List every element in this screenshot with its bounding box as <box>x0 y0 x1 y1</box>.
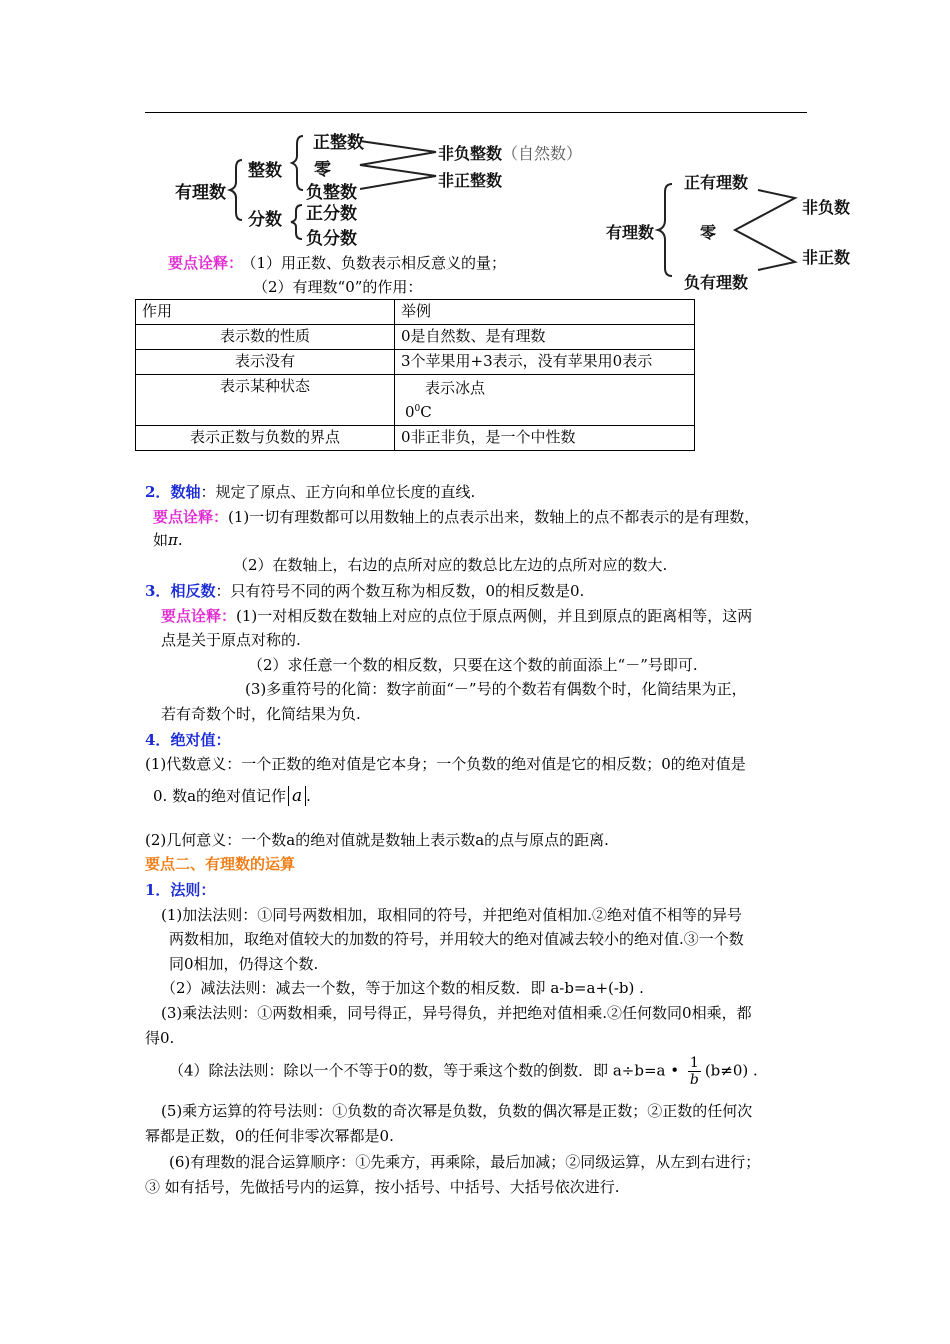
pos-frac-label: 正分数 <box>306 204 357 224</box>
abs-value-notation: a <box>288 786 306 806</box>
table-header-row <box>136 300 695 325</box>
right-neg-label: 负有理数 <box>684 273 749 292</box>
s2-definition: ：规定了原点、正方向和单位长度的直线. <box>200 483 476 501</box>
table-header-cell: 举例 <box>395 300 695 325</box>
s3-point-1a: (1)一对相反数在数轴上对应的点位于原点两侧，并且到原点的距离相等，这两 <box>236 607 753 625</box>
addition-rule-3: 同0相加，仍得这个数. <box>169 955 319 973</box>
non-pos-int-label: 非正整数 <box>438 171 503 190</box>
table-cell: 0非正非负，是一个中性数 <box>395 426 695 451</box>
kp-label-1: 要点诠释： <box>168 254 244 272</box>
s3-point-1b: 点是关于原点对称的. <box>161 631 301 649</box>
integers-label: 整数 <box>248 161 282 181</box>
right-zigzag-connector <box>735 190 795 270</box>
addition-rule-1: (1)加法法则：①同号两数相加，取相同的符号，并把绝对值相加.②绝对值不相等的异号 <box>161 906 743 924</box>
right-root-label: 有理数 <box>606 223 655 242</box>
pos-int-label: 正整数 <box>313 133 364 153</box>
table-cell: 表示没有 <box>136 350 395 375</box>
s4-point-1b: 0. 数a的绝对值记作 <box>153 787 287 805</box>
left-root-label: 有理数 <box>175 183 226 203</box>
table-header-cell: 作用 <box>136 300 395 325</box>
multiplication-rule-1: (3)乘法法则：①两数相乘，同号得正，异号得负，并把绝对值相乘.②任何数同0相乘，都 <box>161 1004 752 1022</box>
table-cell: 表示数的性质 <box>136 325 395 350</box>
s4-point-2: (2)几何意义：一个数a的绝对值就是数轴上表示数a的点与原点的距离. <box>145 831 609 849</box>
right-non-pos-label: 非正数 <box>802 248 851 267</box>
table-cell: 0是自然数、是有理数 <box>395 325 695 350</box>
kp-label-3: 要点诠释： <box>161 607 237 625</box>
zero-label: 零 <box>314 160 331 180</box>
order-of-operations-1: (6)有理数的混合运算顺序：①先乘方，再乘除，最后加减；②同级运算，从左到右进行； <box>169 1153 761 1171</box>
kp-label-2: 要点诠释： <box>153 508 229 526</box>
s4-number: 4． <box>145 731 171 749</box>
s1-point-1: （1）用正数、负数表示相反意义的量； <box>249 254 507 272</box>
temperature-value: $0^0C$ <box>405 403 432 421</box>
table-cell-freezing <box>395 375 695 426</box>
table-row <box>136 375 695 426</box>
s2-number: 2． <box>145 483 171 501</box>
s3-number: 3． <box>145 582 171 600</box>
right-pos-label: 正有理数 <box>684 173 749 192</box>
zero-usage-table <box>135 299 695 451</box>
s1-point-2: （2）有理数“0”的作用： <box>253 278 423 296</box>
s2-point-2: （2）在数轴上，右边的点所对应的数总比左边的点所对应的数大. <box>233 556 668 574</box>
s3-definition: ：只有符号不同的两个数互称为相反数，0的相反数是0. <box>215 582 585 600</box>
neg-frac-label: 负分数 <box>306 229 357 249</box>
division-rule: （4）除法法则：除以一个不等于0的数，等于乘这个数的倒数．即 a÷b=a • <box>169 1061 680 1080</box>
pi-symbol: π <box>168 531 178 549</box>
table-row <box>136 426 695 451</box>
order-of-operations-2: ③ 如有括号，先做括号内的运算，按小括号、中括号、大括号依次进行. <box>145 1178 620 1196</box>
s4-point-1a: (1)代数意义：一个正数的绝对值是它本身；一个负数的绝对值是它的相反数；0的绝对值是 <box>145 755 746 773</box>
table-row <box>136 325 695 350</box>
non-neg-int-label: 非负整数 <box>438 144 503 163</box>
table-row <box>136 350 695 375</box>
fractions-label: 分数 <box>248 210 282 230</box>
subtraction-rule: （2）减法法则：减去一个数，等于加这个数的相反数．即 a-b=a+(-b) . <box>161 979 644 997</box>
neg-int-label: 负整数 <box>306 183 357 203</box>
table-cell: 表示某种状态 <box>136 375 395 426</box>
freezing-point-text: 表示冰点 <box>425 379 486 397</box>
reciprocal-fraction: $\frac{1}{b}$ <box>689 1055 699 1088</box>
section-2-title: 要点二、有理数的运算 <box>145 855 296 873</box>
s2-point-1b: 如 <box>153 531 169 549</box>
right-root-brace <box>658 184 672 276</box>
addition-rule-2: 两数相加，取绝对值较大的加数的符号，并用较大的绝对值减去较小的绝对值.③一个数 <box>169 930 744 948</box>
right-zero-label: 零 <box>700 223 717 242</box>
s2-point-1a: (1)一切有理数都可以用数轴上的点表示出来，数轴上的点不都表示的是有理数， <box>228 508 760 526</box>
s2-title: 数轴 <box>170 483 201 501</box>
table-cell: 3个苹果用+3表示，没有苹果用0表示 <box>395 350 695 375</box>
s3-title: 相反数 <box>170 582 216 600</box>
power-sign-rule-2: 幂都是正数，0的任何非零次幂都是0. <box>145 1127 394 1145</box>
right-non-neg-label: 非负数 <box>802 198 851 217</box>
rules-heading: 1．法则： <box>145 881 216 899</box>
s3-point-2: （2）求任意一个数的相反数，只要在这个数的前面添上“－”号即可. <box>248 656 698 674</box>
natural-number-label: （自然数） <box>502 144 583 163</box>
s3-point-3b: 若有奇数个时，化简结果为负. <box>161 705 361 723</box>
multiplication-rule-2: 得0. <box>145 1029 175 1047</box>
s3-point-3a: (3)多重符号的化简：数字前面“－”号的个数若有偶数个时，化简结果为正， <box>245 680 747 698</box>
power-sign-rule-1: (5)乘方运算的符号法则：①负数的奇次幂是负数，负数的偶次幂是正数；②正数的任何次 <box>161 1102 753 1120</box>
table-cell: 表示正数与负数的界点 <box>136 426 395 451</box>
s4-title: 绝对值 <box>170 731 216 749</box>
